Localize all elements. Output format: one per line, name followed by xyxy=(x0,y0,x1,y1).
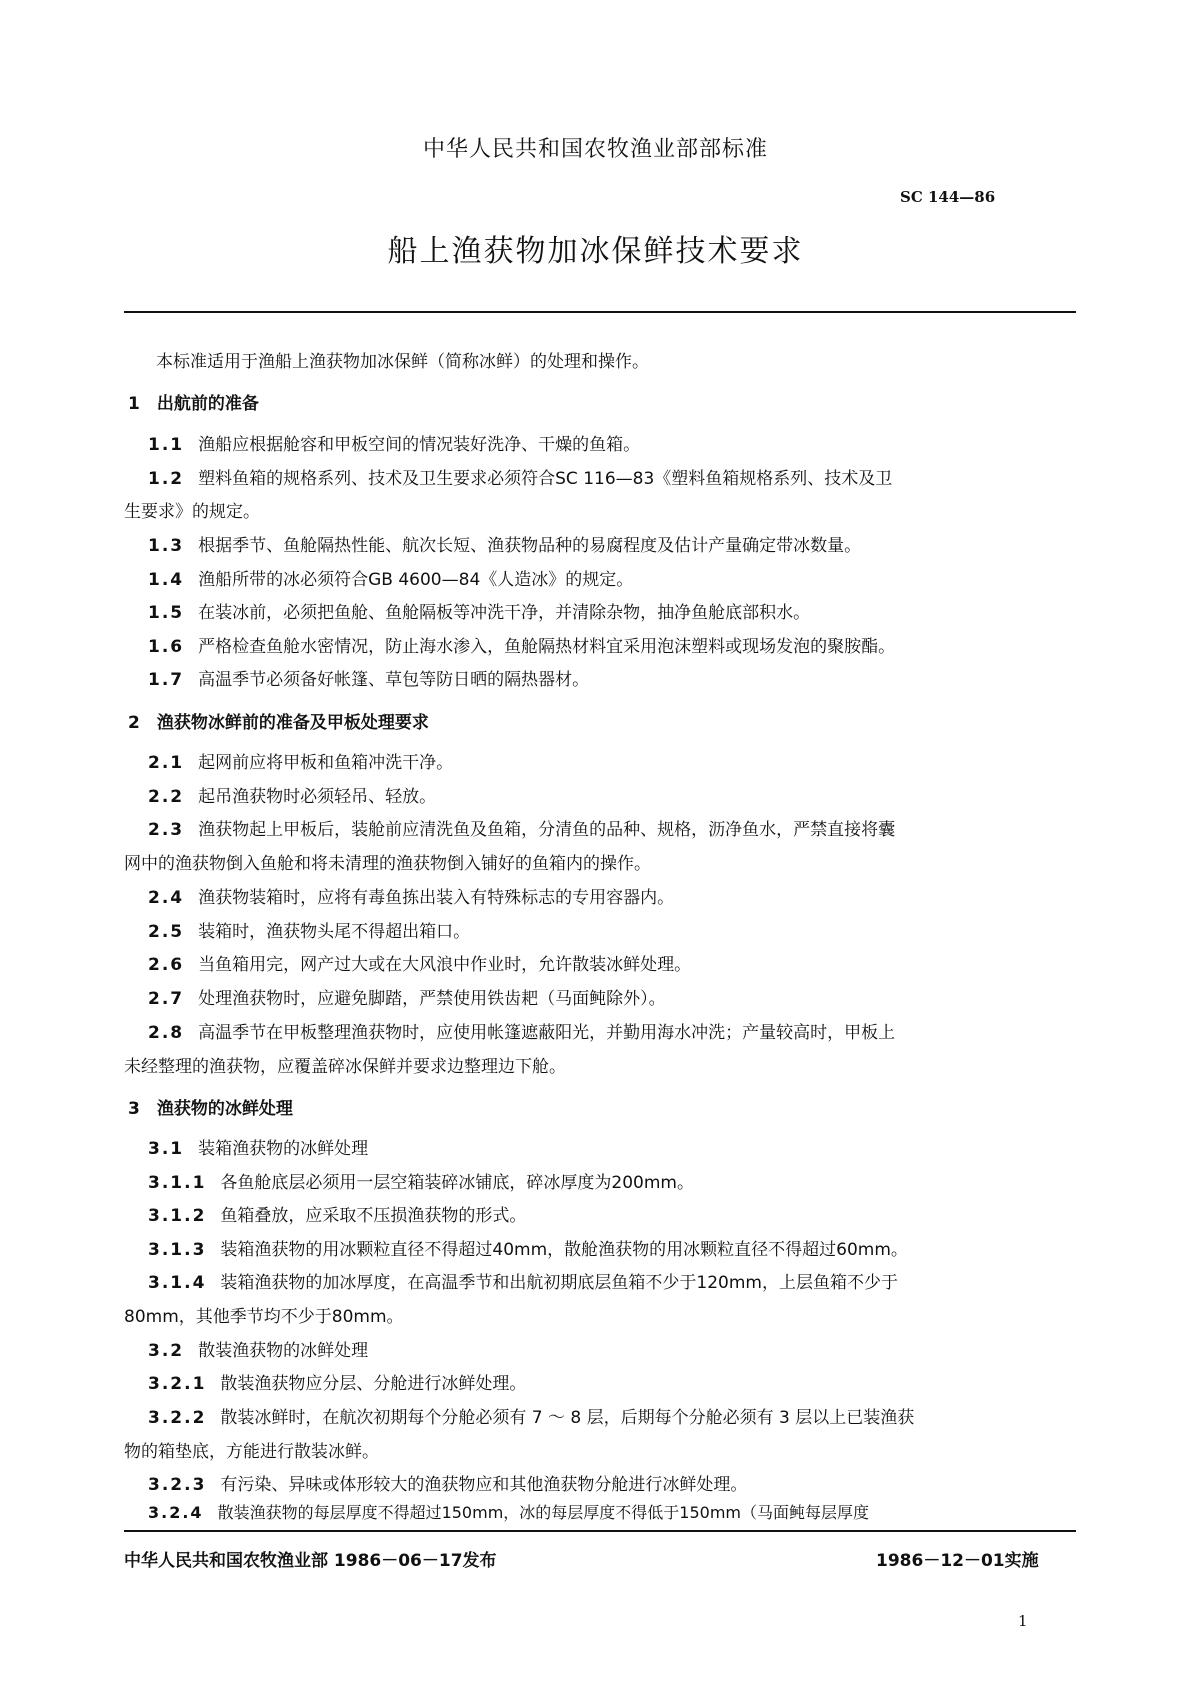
clause-3-2 xyxy=(148,1336,368,1361)
clause-text: 渔获物起上甲板后，装舱前应清洗鱼及鱼箱，分清鱼的品种、规格，沥净鱼水，严禁直接将囊 xyxy=(198,820,896,840)
clause-number: 2.3 xyxy=(148,820,185,840)
clause-3-1-4-continuation: 80mm，其他季节均不少于80mm。 xyxy=(124,1307,404,1327)
clause-text: 高温季节在甲板整理渔获物时，应使用帐篷遮蔽阳光，并勤用海水冲洗；产量较高时，甲板上 xyxy=(198,1023,896,1043)
clause-text: 鱼箱叠放，应采取不压损渔获物的形式。 xyxy=(220,1206,527,1226)
clause-number: 2.1 xyxy=(148,753,185,773)
clause-text: 装箱渔获物的用冰颗粒直径不得超过40mm，散舱渔获物的用冰颗粒直径不得超过60mm。 xyxy=(220,1240,908,1260)
clause-text: 有污染、异味或体形较大的渔获物应和其他渔获物分舱进行冰鲜处理。 xyxy=(220,1475,748,1495)
clause-number: 1.2 xyxy=(148,469,185,489)
clause-number: 1.3 xyxy=(148,536,185,556)
clause-text: 装箱时，渔获物头尾不得超出箱口。 xyxy=(198,922,471,942)
clause-2-8-continuation: 未经整理的渔获物，应覆盖碎冰保鲜并要求边整理边下舱。 xyxy=(124,1057,566,1077)
clause-text: 严格检查鱼舱水密情况，防止海水渗入，鱼舱隔热材料宜采用泡沫塑料或现场发泡的聚胺酯。 xyxy=(198,637,896,657)
clause-text: 高温季节必须备好帐篷、草包等防日晒的隔热器材。 xyxy=(198,670,590,690)
clause-number: 2.2 xyxy=(148,787,185,807)
clause-number: 3.1.4 xyxy=(148,1273,207,1293)
clause-2-8 xyxy=(148,1018,895,1043)
clause-3-1-4 xyxy=(148,1268,898,1293)
clause-2-4 xyxy=(148,883,674,908)
clause-text: 当鱼箱用完，网产过大或在大风浪中作业时，允许散装冰鲜处理。 xyxy=(198,955,692,975)
clause-2-6 xyxy=(148,950,691,975)
clause-1-7 xyxy=(148,665,589,690)
clause-number: 1.1 xyxy=(148,435,185,455)
page-number: 1 xyxy=(1018,1612,1028,1630)
clause-1-3 xyxy=(148,531,861,556)
clause-2-3-continuation: 网中的渔获物倒入鱼舱和将未清理的渔获物倒入铺好的鱼箱内的操作。 xyxy=(124,854,651,874)
clause-1-2 xyxy=(148,464,892,489)
scope-paragraph: 本标准适用于渔船上渔获物加冰保鲜（简称冰鲜）的处理和操作。 xyxy=(156,352,649,372)
clause-1-5 xyxy=(148,598,810,623)
clause-text: 各鱼舱底层必须用一层空箱装碎冰铺底，碎冰厚度为200mm。 xyxy=(220,1173,694,1193)
clause-text: 散装渔获物的冰鲜处理 xyxy=(198,1341,369,1361)
clause-text: 塑料鱼箱的规格系列、技术及卫生要求必须符合SC 116—83《塑料鱼箱规格系列、技术及卫 xyxy=(198,469,893,489)
clause-number: 2.8 xyxy=(148,1023,185,1043)
clause-text: 渔船所带的冰必须符合GB 4600—84《人造冰》的规定。 xyxy=(198,570,634,590)
clause-number: 3.1 xyxy=(148,1139,185,1159)
clause-text: 根据季节、鱼舱隔热性能、航次长短、渔获物品种的易腐程度及估计产量确定带冰数量。 xyxy=(198,536,862,556)
clause-3-2-2 xyxy=(148,1403,914,1428)
section-3-heading: 3 渔获物的冰鲜处理 xyxy=(128,1099,293,1119)
clause-number: 2.6 xyxy=(148,955,185,975)
clause-3-1-2 xyxy=(148,1201,526,1226)
clause-number: 2.5 xyxy=(148,922,185,942)
clause-text: 渔船应根据舱容和甲板空间的情况装好洗净、干燥的鱼箱。 xyxy=(198,435,641,455)
clause-3-1-1 xyxy=(148,1168,694,1193)
clause-text: 在装冰前，必须把鱼舱、鱼舱隔板等冲洗干净，并清除杂物，抽净鱼舱底部积水。 xyxy=(198,603,811,623)
clause-number: 3.1.3 xyxy=(148,1240,207,1260)
clause-number: 2.4 xyxy=(148,888,185,908)
clause-number: 1.5 xyxy=(148,603,185,623)
clause-number: 3.1.2 xyxy=(148,1206,207,1226)
clause-3-2-3 xyxy=(148,1470,747,1495)
clause-3-2-2-continuation: 物的箱垫底，方能进行散装冰鲜。 xyxy=(124,1442,379,1462)
clause-number: 3.2.2 xyxy=(148,1408,207,1428)
clause-text: 散装渔获物的每层厚度不得超过150mm，冰的每层厚度不得低于150mm（马面鲀每层厚度 xyxy=(217,1503,869,1522)
clause-number: 1.4 xyxy=(148,570,185,590)
clause-number: 3.2 xyxy=(148,1341,185,1361)
section-1-heading: 1 出航前的准备 xyxy=(128,394,259,414)
footer-divider xyxy=(124,1530,1076,1532)
clause-text: 处理渔获物时，应避免脚踏，严禁使用铁齿耙（马面鲀除外）。 xyxy=(198,989,666,1009)
clause-number: 3.2.1 xyxy=(148,1374,207,1394)
clause-1-6 xyxy=(148,632,895,657)
clause-number: 1.6 xyxy=(148,637,185,657)
clause-number: 3.2.3 xyxy=(148,1475,207,1495)
clause-3-2-1 xyxy=(148,1369,526,1394)
clause-1-2-continuation: 生要求》的规定。 xyxy=(124,502,260,522)
clause-2-2 xyxy=(148,782,436,807)
header-divider xyxy=(124,311,1076,313)
clause-text: 散装渔获物应分层、分舱进行冰鲜处理。 xyxy=(220,1374,527,1394)
clause-text: 渔获物装箱时，应将有毒鱼拣出装入有特殊标志的专用容器内。 xyxy=(198,888,675,908)
clause-text: 散装冰鲜时，在航次初期每个分舱必须有 7 ～ 8 层，后期每个分舱必须有 3 层以上已装渔获 xyxy=(220,1408,915,1428)
issue-date: 中华人民共和国农牧渔业部 1986－06－17发布 xyxy=(124,1551,497,1571)
clause-2-5 xyxy=(148,917,470,942)
clause-1-4 xyxy=(148,565,633,590)
section-2-heading: 2 渔获物冰鲜前的准备及甲板处理要求 xyxy=(128,713,429,733)
clause-text: 起网前应将甲板和鱼箱冲洗干净。 xyxy=(198,753,454,773)
clause-2-1 xyxy=(148,748,453,773)
clause-2-3 xyxy=(148,815,895,840)
clause-1-1 xyxy=(148,430,640,455)
clause-3-1-3 xyxy=(148,1235,908,1260)
clause-text: 装箱渔获物的加冰厚度，在高温季节和出航初期底层鱼箱不少于120mm，上层鱼箱不少于 xyxy=(220,1273,898,1293)
document-title: 船上渔获物加冰保鲜技术要求 xyxy=(387,234,804,269)
clause-3-2-4 xyxy=(148,1500,869,1523)
clause-2-7 xyxy=(148,984,666,1009)
clause-number: 3.2.4 xyxy=(148,1503,204,1522)
clause-number: 1.7 xyxy=(148,670,185,690)
clause-3-1 xyxy=(148,1134,368,1159)
clause-text: 起吊渔获物时必须轻吊、轻放。 xyxy=(198,787,437,807)
standard-code: SC 144—86 xyxy=(900,188,996,206)
clause-number: 2.7 xyxy=(148,989,185,1009)
effective-date: 1986－12－01实施 xyxy=(876,1551,1039,1571)
clause-number: 3.1.1 xyxy=(148,1173,207,1193)
issuing-authority-header: 中华人民共和国农牧渔业部部标准 xyxy=(422,137,768,162)
clause-text: 装箱渔获物的冰鲜处理 xyxy=(198,1139,369,1159)
